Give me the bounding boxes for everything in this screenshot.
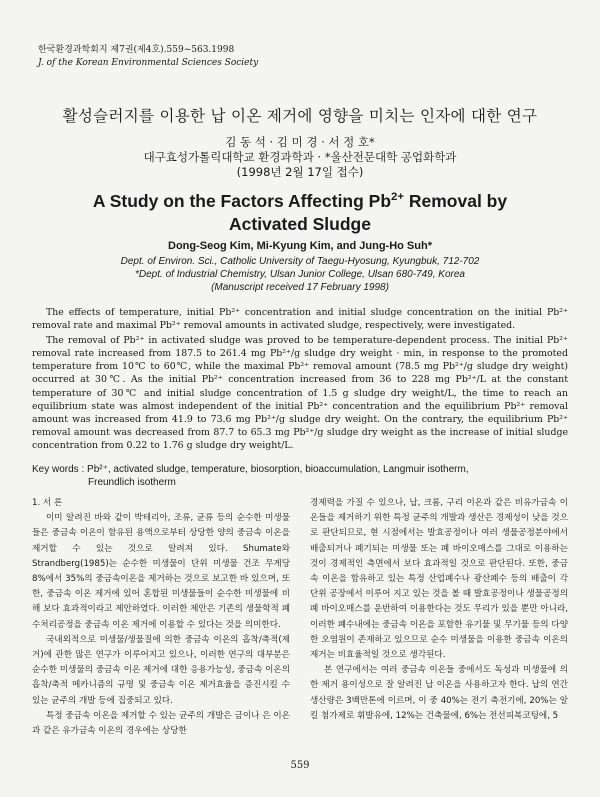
- body-paragraph: 이미 알려진 바와 같이 박테리아, 조류, 균류 등의 순수한 미생물들은 중금속 이온이 함유된 용액으로부터 상당한 양의 중금속 이온을 제거할 수 있는 것으로 알려져 있다. Shumate와 Strandberg(1985)는 순수한 미생물이 단위 미생물 건조 무게당 8%에서 35%의 중금속이온을 제거하는 것으로 보고한 바 있으며, 또한, 중금속 이온 제거에 있어 혼합된 미생물들이 순수한 미생물에 비해 보다 효과적이라고 제안하였다. 이러한 제안은 기존의 생물학적 폐수처리공정을 중금속 이온 제거에 이용할 수 있다는 것을 의미한다.: [32, 513, 290, 630]
- korean-affiliation: 대구효성가톨릭대학교 환경과학과 · *울산전문대학 공업화학과: [143, 150, 457, 164]
- body-paragraph: 경제력을 가질 수 있으나, 납, 크롬, 구리 이온과 같은 비유가금속 이온들을 제거하기 위한 특정 균주의 개발과 생산은 경제성이 낮을 것으로 판단되므로, 현 시점에서는 발효공정이나 여러 생물공정분야에서 배출되거나 폐기되는 미생물 또는 폐 바이오매스를 그대로 이용하는 것이 경제적인 측면에서 보다 효과적일 것으로 판단된다. 또한, 중금속 이온을 함유하고 있는 특정 산업폐수나 광산폐수 등의 배출이 각 단위 공장에서 이루어 지고 있는 것을 볼 때 발효공정이나 생물공정의 폐 바이오매스를 운반하여 이용한다는 것도 무리가 있을 뿐만 아니라, 이러한 폐수내에는 중금속 이온을 포함한 유기물 및 무기물 등의 다양한 오염원이 존재하고 있으므로 순수 미생물을 이용한 중금속 이온의 제거는 비효율적일 것으로 생각된다.: [310, 498, 568, 661]
- affiliation-2: *Dept. of Industrial Chemistry, Ulsan Junior College, Ulsan 680-749, Korea: [135, 269, 465, 280]
- english-authors: Dong-Seog Kim, Mi-Kyung Kim, and Jung-Ho Suh*: [168, 240, 432, 252]
- body-paragraph: 국내외적으로 미생물/생물질에 의한 중금속 이온의 흡착/축적(제거)에 관한 많은 연구가 이루어지고 있으나, 이러한 연구의 대부분은 순수한 미생물의 중금속 이온 제거에 대한 응용가능성, 중금속 이온의 흡착/축적 메카니즘의 규명 및 중금속 이온 제거효율을 증진시킬 수 있는 균주의 개발 등에 집중되고 있다.: [32, 634, 290, 706]
- keywords-line-1: Pb²⁺, activated sludge, temperature, biosorption, bioaccumulation, Langmuir isotherm,: [87, 464, 469, 475]
- abstract: [32, 306, 568, 452]
- english-title-part: A Study on the Factors Affecting Pb: [92, 191, 392, 211]
- journal-header: [38, 44, 258, 70]
- body-paragraph: 특정 중금속 이온을 제거할 수 있는 균주의 개발은 금이나 은 이온과 같은 유가금속 이온의 경우에는 상당한: [32, 710, 290, 737]
- korean-received-date: (1998년 2월 17일 접수): [236, 165, 364, 179]
- korean-title: 활성슬러지를 이용한 납 이온 제거에 영향을 미치는 인자에 대한 연구: [62, 107, 538, 125]
- english-title-part: Removal by: [404, 191, 508, 211]
- body-column-left: [32, 496, 290, 739]
- body-paragraph: 본 연구에서는 여러 중금속 이온들 중에서도 독성과 미생물에 의한 제거 용이성으로 잘 알려진 납 이온을 사용하고자 한다. 납의 연간 생산량은 3백만톤에 이르며, 이 중 40%는 전기 축전기에, 20%는 알킬 첨가제로 휘발유에, 12%는 건축물에, 6%는 전선피복코팅에, 5: [310, 665, 568, 721]
- abstract-paragraph-1: The effects of temperature, initial Pb²⁺ concentration and initial sludge concentration on the initial Pb²⁺ removal rate and maximal Pb²⁺ removal amounts in activated sludge, respectively, were investigated.: [32, 307, 568, 332]
- page-number: 559: [290, 760, 310, 771]
- keywords-line-2: Freundlich isotherm: [88, 477, 176, 488]
- abstract-paragraph-2: The removal of Pb²⁺ in activated sludge was proved to be temperature-dependent process. The initial Pb²⁺ removal rate increased from 187.5 to 261.4 mg Pb²⁺/g sludge dry weight · min, in response to the promoted temperature from 10℃ to 60℃, while the maximal Pb²⁺ removal amount (78.5 mg Pb²⁺/g sludge dry weight) occurred at 30℃. As the initial Pb²⁺ concentration increased from 36 to 228 mg Pb²⁺/L at the constant temperature of 30℃ and initial sludge concentration of 1.5 g sludge dry weight/L, the time to reach an equilibrium state was almost independent of the initial Pb²⁺ concentration and the equilibrium Pb²⁺ removal amount was increased from 41.9 to 73.6 mg Pb²⁺/g sludge dry weight. On the contrary, the equilibrium Pb²⁺ removal amount was decreased from 87.7 to 65.3 mg Pb²⁺/g sludge dry weight as the increase of initial sludge concentration from 0.22 to 1.76 g sludge dry weight/L.: [32, 335, 568, 451]
- affiliation-1: Dept. of Environ. Sci., Catholic University of Taegu-Hyosung, Kyungbuk, 712-702: [120, 256, 480, 267]
- journal-name: J. of the Korean Environmental Sciences Society: [38, 58, 259, 68]
- english-title-superscript: 2+: [391, 191, 404, 204]
- manuscript-received: (Manuscript received 17 February 1998): [211, 282, 389, 293]
- section-heading: 1. 서 론: [32, 498, 63, 508]
- keywords: [32, 463, 568, 489]
- keywords-label: Key words :: [32, 464, 85, 475]
- korean-author-block: [0, 135, 600, 180]
- english-author-block: [0, 240, 600, 294]
- body-column-right: [310, 496, 568, 724]
- english-title-line2: Activated Sludge: [229, 214, 371, 234]
- journal-citation: 한국환경과학회지 제7권(제4호).559~563.1998: [38, 45, 235, 55]
- english-title: [0, 190, 600, 236]
- korean-authors: 김 동 석 · 김 미 경 · 서 정 호*: [225, 135, 375, 149]
